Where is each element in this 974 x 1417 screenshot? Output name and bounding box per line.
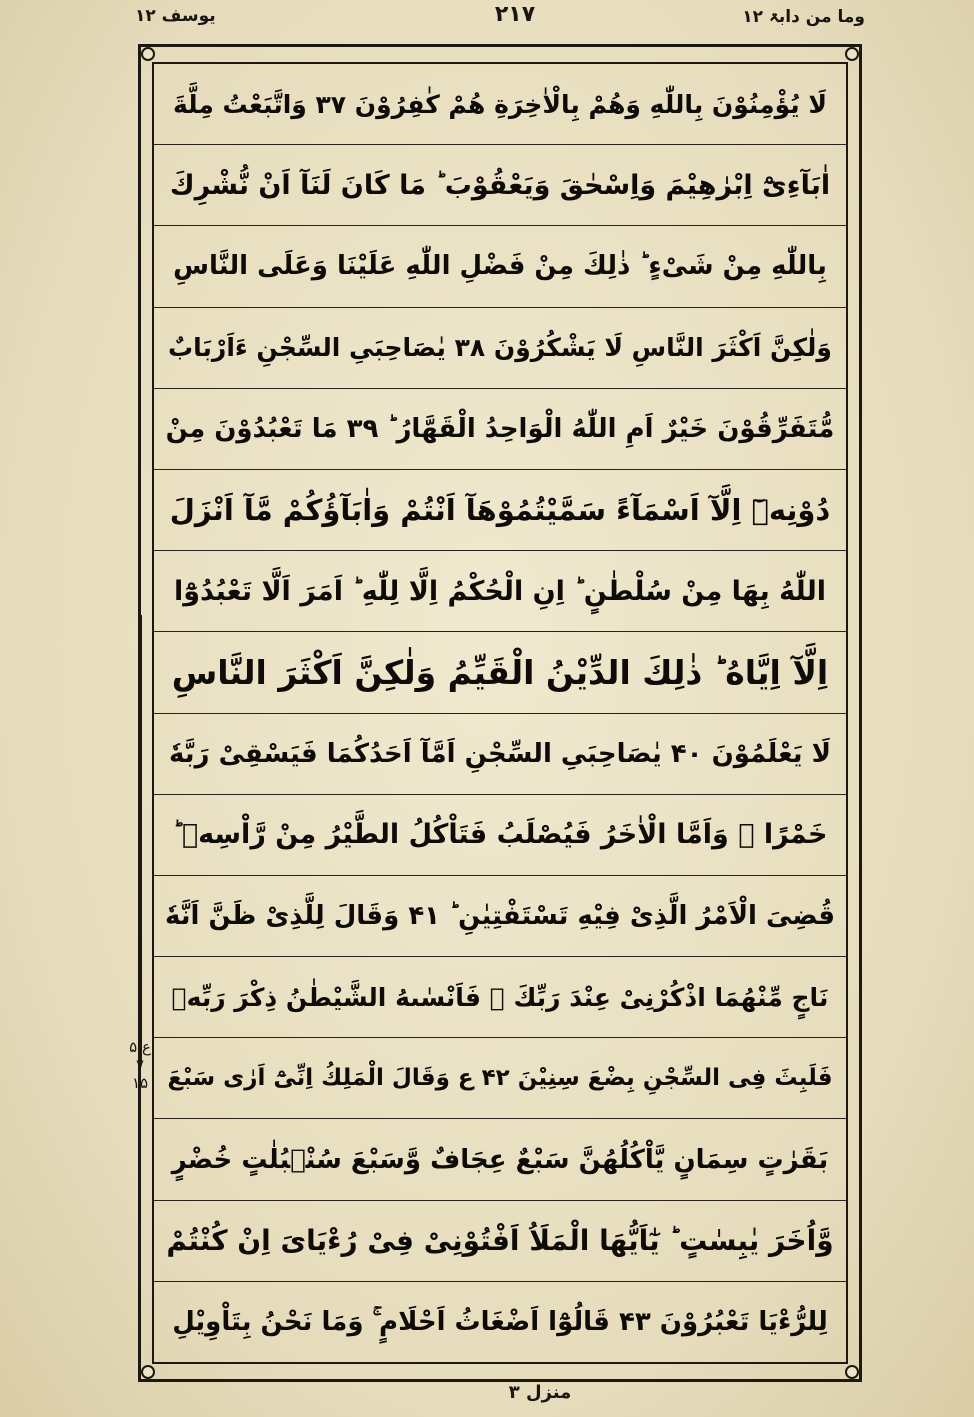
- line-text: لَا یَعْلَمُوْنَ ۴۰ یٰصَاحِبَیِ السِّجْنِ اَمَّآ اَحَدُكُمَا فَیَسْقِیْ رَبَّهٗ: [169, 738, 831, 769]
- line-text: اِلَّآ اِیَّاهُ ؕ ذٰلِكَ الدِّیْنُ الْقَیِّمُ وَلٰكِنَّ اَكْثَرَ النَّاسِ: [171, 652, 829, 692]
- page-header: [135, 0, 865, 48]
- text-line: [154, 226, 846, 307]
- line-text: اٰبَآءِیْٓ اِبْرٰهِیْمَ وَاِسْحٰقَ وَیَعْقُوْبَ ؕ مَا كَانَ لَنَآ اَنْ نُّشْرِكَ: [169, 169, 831, 201]
- line-text: نَاجٍ مِّنْهُمَا اذْكُرْنِیْ عِنْدَ رَبِّكَ ۫ فَاَنْسٰىهُ الشَّیْطٰنُ ذِكْرَ رَبِّهٖ: [171, 982, 829, 1012]
- text-line: [154, 795, 846, 876]
- ruku-marker: ع ۵ ۷ ۱۵: [129, 1038, 151, 1092]
- text-line: [154, 389, 846, 470]
- corner-ornament: [845, 1365, 859, 1379]
- line-text: اللّٰهُ بِهَا مِنْ سُلْطٰنٍ ؕ اِنِ الْحُكْمُ اِلَّا لِلّٰهِ ؕ اَمَرَ اَلَّا تَعْبُدُوْٓا: [174, 575, 826, 607]
- line-text: مُّتَفَرِّقُوْنَ خَیْرٌ اَمِ اللّٰهُ الْوَاحِدُ الْقَهَّارُ ؕ ۳۹ مَا تَعْبُدُوْنَ مِنْ: [165, 413, 835, 444]
- line-text: وَّاُخَرَ یٰبِسٰتٍ ؕ یٰٓاَیُّهَا الْمَلَاُ اَفْتُوْنِیْ فِیْ رُءْیَایَ اِنْ كُنْتُمْ: [166, 1223, 834, 1257]
- line-text: قُضِیَ الْاَمْرُ الَّذِیْ فِیْهِ تَسْتَفْتِیٰنِ ؕ ۴۱ وَقَالَ لِلَّذِیْ ظَنَّ اَنَّهٗ: [165, 900, 835, 931]
- text-line: [154, 470, 846, 551]
- text-line: [154, 632, 846, 713]
- text-block: [154, 64, 846, 1362]
- line-text: دُوْنِهٖٓ اِلَّآ اَسْمَآءً سَمَّیْتُمُوْهَآ اَنْتُمْ وَاٰبَآؤُكُمْ مَّآ اَنْزَلَ: [169, 492, 831, 527]
- line-text: وَلٰكِنَّ اَكْثَرَ النَّاسِ لَا یَشْكُرُوْنَ ۳۸ یٰصَاحِبَیِ السِّجْنِ ءَاَرْبَابٌ: [168, 333, 832, 363]
- text-line: [154, 957, 846, 1038]
- text-line: [154, 64, 846, 145]
- text-line: [154, 1119, 846, 1200]
- text-line: [154, 308, 846, 389]
- manzil-label: منزل ۳: [508, 1382, 572, 1403]
- line-text: بَقَرٰتٍ سِمَانٍ یَّاْكُلُهُنَّ سَبْعٌ عِجَافٌ وَّسَبْعَ سُنْۢبُلٰتٍ خُضْرٍ: [171, 1144, 829, 1175]
- text-line: [154, 1282, 846, 1362]
- corner-ornament: [141, 1365, 155, 1379]
- margin-rule: [140, 615, 142, 1065]
- corner-ornament: [845, 47, 859, 61]
- line-text: لَا یُؤْمِنُوْنَ بِاللّٰهِ وَهُمْ بِالْاٰخِرَةِ هُمْ كٰفِرُوْنَ ۳۷ وَاتَّبَعْتُ مِلَّةَ: [173, 89, 827, 119]
- line-text: بِاللّٰهِ مِنْ شَیْءٍ ؕ ذٰلِكَ مِنْ فَضْلِ اللّٰهِ عَلَیْنَا وَعَلَى النَّاسِ: [173, 251, 827, 282]
- corner-ornament: [141, 47, 155, 61]
- text-line: [154, 1201, 846, 1282]
- text-line: [154, 1038, 846, 1119]
- juz-name: وما من دابۃ ۱۲: [742, 7, 865, 27]
- line-text: فَلَبِثَ فِی السِّجْنِ بِضْعَ سِنِیْنَ ۴۲ ع وَقَالَ الْمَلِكُ اِنِّیْٓ اَرٰى سَبْعَ: [167, 1064, 833, 1091]
- text-line: [154, 145, 846, 226]
- text-line: [154, 876, 846, 957]
- line-text: خَمْرًا ۚ وَاَمَّا الْاٰخَرُ فَیُصْلَبُ فَتَاْكُلُ الطَّیْرُ مِنْ رَّاْسِهٖ ؕ: [172, 819, 828, 851]
- text-line: [154, 551, 846, 632]
- line-text: لِلرُّءْیَا تَعْبُرُوْنَ ۴۳ قَالُوْٓا اَضْغَاثُ اَحْلَامٍ ۚ وَمَا نَحْنُ بِتَاْوِیْلِ: [172, 1306, 828, 1337]
- text-line: [154, 714, 846, 795]
- surah-name: یوسف ۱۲: [135, 6, 216, 26]
- page-number: ۲۱۷: [494, 2, 536, 27]
